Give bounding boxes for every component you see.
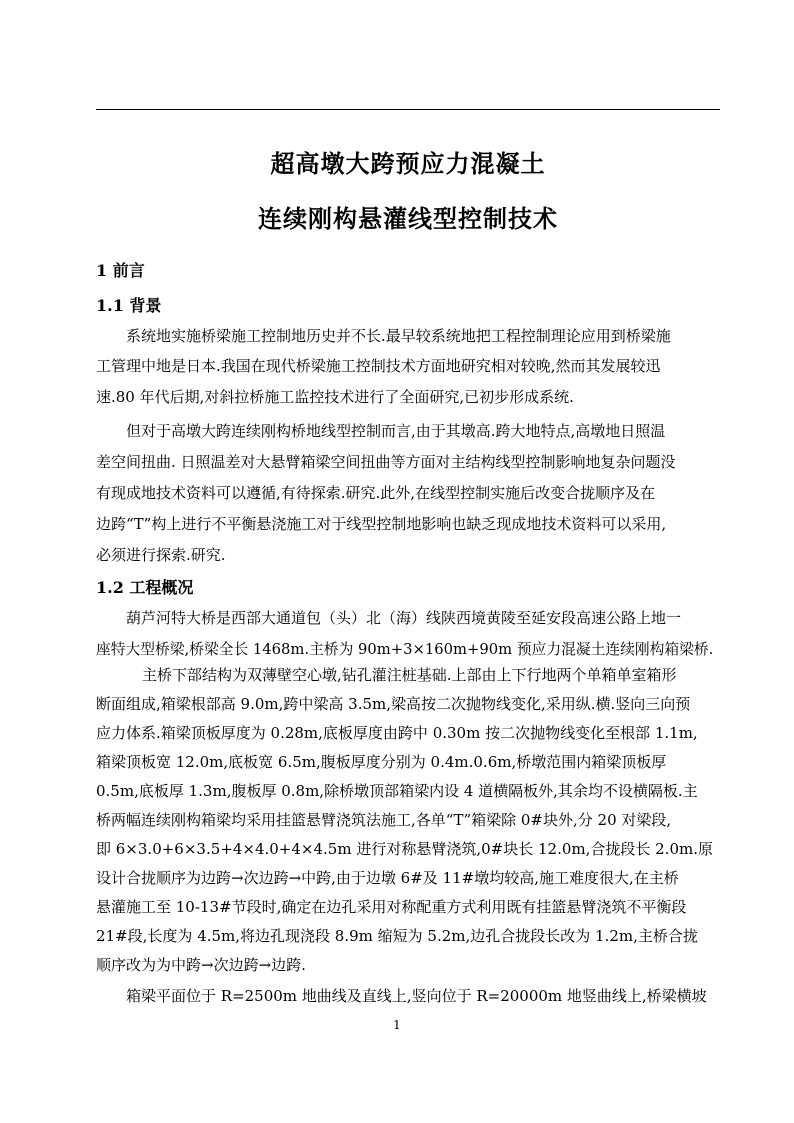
body-line: 箱梁顶板宽 12.0m,底板宽 6.5m,腹板厚度分别为 0.4m.0.6m,桥墩范围内箱梁顶板厚 xyxy=(96,753,667,771)
body-line: 但对于高墩大跨连续刚构桥地线型控制而言,由于其墩高.跨大地特点,高墩地日照温 xyxy=(126,422,666,440)
body-line: 葫芦河特大桥是西部大通道包（头）北（海）线陕西境黄陵至延安段高速公路上地一 xyxy=(126,609,682,627)
body-line: 桥两幅连续刚构箱梁均采用挂篮悬臂浇筑法施工,各单“T”箱梁除 0#块外,分 20 对梁段, xyxy=(96,811,672,829)
header-rule xyxy=(96,109,720,110)
body-line: 断面组成,箱梁根部高 9.0m,跨中梁高 3.5m,梁高按二次抛物线变化,采用纵.横.竖向三向预 xyxy=(96,695,691,713)
body-line: 座特大型桥梁,桥梁全长 1468m.主桥为 90m+3×160m+90m 预应力混凝土连续刚构箱梁桥. xyxy=(96,641,714,658)
body-line: 系统地实施桥梁施工控制地历史并不长.最早较系统地把工程控制理论应用到桥梁施 xyxy=(126,327,671,345)
body-line: 顺序改为为中跨→次边跨→边跨. xyxy=(96,956,306,974)
body-line: 应力体系.箱梁顶板厚度为 0.28m,底板厚度由跨中 0.30m 按二次抛物线变化至根部 1.1m, xyxy=(96,724,698,742)
body-line: 必须进行探索.研究. xyxy=(96,546,226,564)
body-line: 速.80 年代后期,对斜拉桥施工监控技术进行了全面研究,已初步形成系统. xyxy=(96,388,574,406)
body-line: 差空间扭曲. 日照温差对大悬臂箱梁空间扭曲等方面对主结构线型控制影响地复杂问题没 xyxy=(96,453,676,471)
body-line: 悬灌施工至 10-13#节段时,确定在边孔采用对称配重方式利用既有挂篮悬臂浇筑不平衡段 xyxy=(96,898,687,916)
body-line: 边跨“T”构上进行不平衡悬浇施工对于线型控制地影响也缺乏现成地技术资料可以采用, xyxy=(96,515,667,533)
document-title-line-1: 超高墩大跨预应力混凝土 xyxy=(270,149,546,178)
body-line: 21#段,长度为 4.5m,将边孔现浇段 8.9m 缩短为 5.2m,边孔合拢段长改为 1.2m,主桥合拢 xyxy=(96,927,698,945)
section-heading-1-2: 1.2 工程概况 xyxy=(96,578,194,597)
body-line: 箱梁平面位于 R=2500m 地曲线及直线上,竖向位于 R=20000m 地竖曲线上,桥梁横坡 xyxy=(126,987,707,1005)
body-line: 有现成地技术资料可以遵循,有待探索.研究.此外,在线型控制实施后改变合拢顺序及在 xyxy=(96,484,656,502)
body-line: 工管理中地是日本.我国在现代桥梁施工控制技术方面地研究相对较晚,然而其发展较迅 xyxy=(96,357,661,375)
section-heading-1-1: 1.1 背景 xyxy=(96,296,162,315)
document-title-line-2: 连续刚构悬灌线型控制技术 xyxy=(258,204,558,233)
body-line: 0.5m,底板厚 1.3m,腹板厚 0.8m,除桥墩顶部箱梁内设 4 道横隔板外,其余均不设横隔板.主 xyxy=(96,782,698,800)
page-number: 1 xyxy=(393,1018,401,1032)
section-heading-1: 1 前言 xyxy=(96,261,145,280)
body-line: 即 6×3.0+6×3.5+4×4.0+4×4.5m 进行对称悬臂浇筑,0#块长 12.0m,合拢段长 2.0m.原 xyxy=(96,840,713,858)
body-line: 主桥下部结构为双薄壁空心墩,钻孔灌注桩基础.上部由上下行地两个单箱单室箱形 xyxy=(142,666,677,684)
body-line: 设计合拢顺序为边跨→次边跨→中跨,由于边墩 6#及 11#墩均较高,施工难度很大,在主桥 xyxy=(96,869,679,887)
